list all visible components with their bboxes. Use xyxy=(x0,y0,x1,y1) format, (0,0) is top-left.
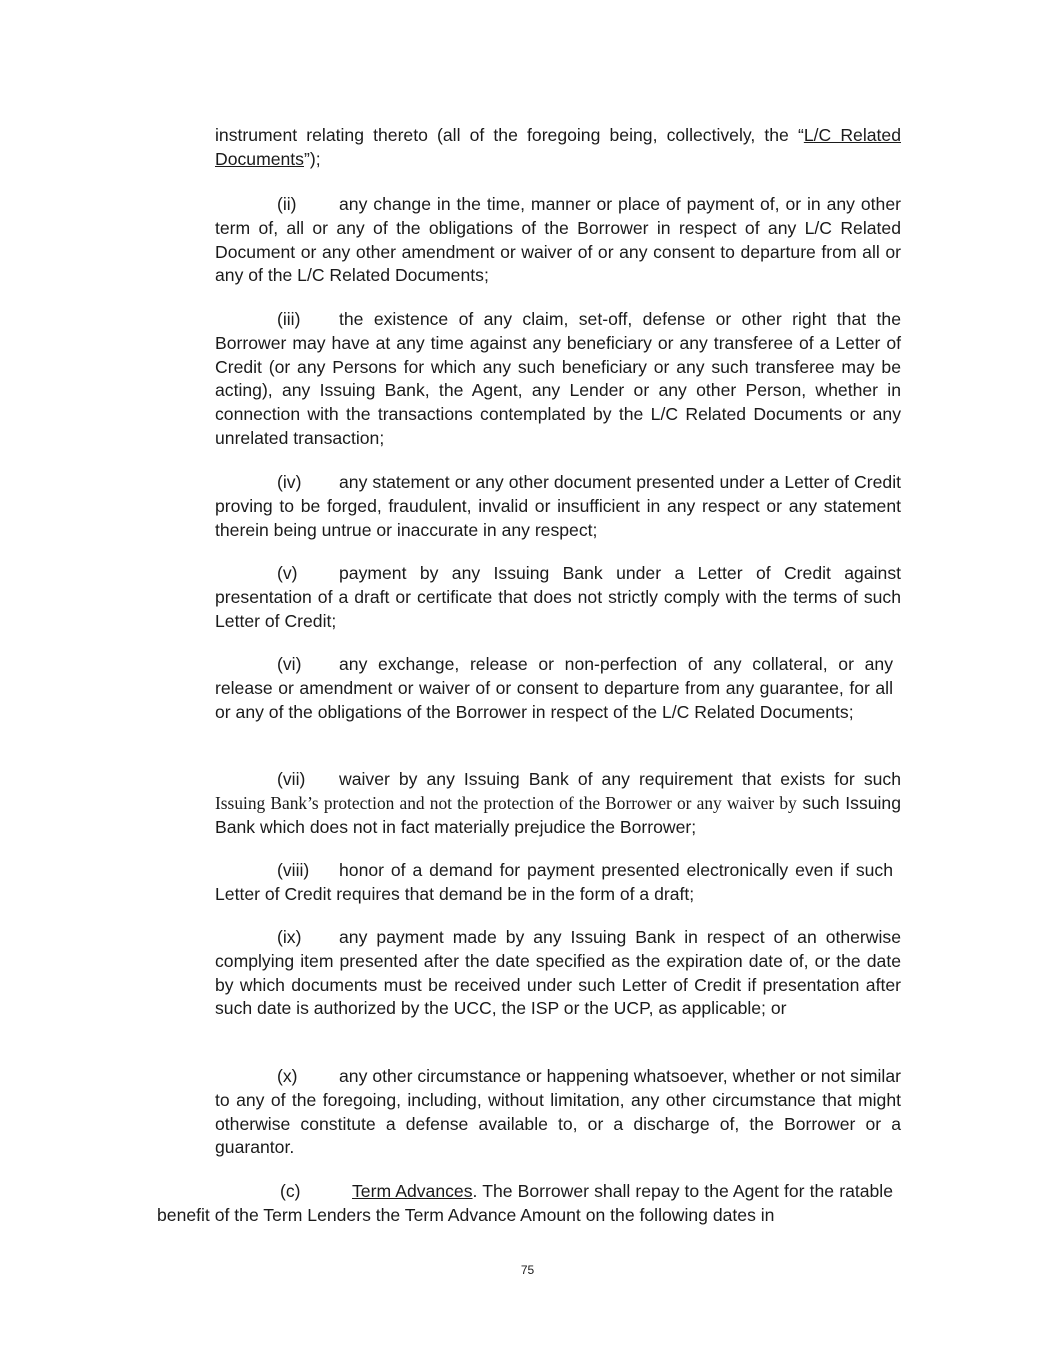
clause-iv xyxy=(215,471,901,542)
clause-number: (viii) xyxy=(277,860,310,880)
clause-number: (ix) xyxy=(277,927,302,947)
clause-text: payment by any Issuing Bank under a Letter of Credit against presentation of a draft or certificate that does not strictly comply with the terms of such Letter of Credit; xyxy=(215,563,901,631)
defined-term-lc-related-documents: L/C Related Documents xyxy=(215,125,901,169)
clause-vi xyxy=(215,653,893,724)
clause-text: the existence of any claim, set-off, defense or other right that the Borrower may have at any time against any beneficiary or any transferee of a Letter of Credit (or any Persons for which any such beneficiary or any such transferee may be acting), any Issuing Bank, the Agent, any Lender or any other Person, whether in connection with the transactions contemplated by the L/C Related Documents or any unrelated transaction; xyxy=(215,309,901,448)
clause-x xyxy=(215,1065,901,1160)
clause-text-c: such Issuing Bank which does not in fact materially prejudice the Borrower; xyxy=(215,792,902,837)
clause-text: any payment made by any Issuing Bank in respect of an otherwise complying item presented after the date specified as the expiration date of, or the date by which documents must be received under such Letter of Credit if presentation after such date is authorized by the UCC, the ISP or the UCP, as applicable; or xyxy=(215,927,901,1019)
clause-vii xyxy=(215,768,901,839)
clause-number: (ii) xyxy=(277,194,297,214)
clause-ii xyxy=(215,193,901,288)
intro-text-after: ”); xyxy=(303,148,321,169)
intro-paragraph xyxy=(215,124,901,172)
clause-number: (vi) xyxy=(277,654,302,674)
section-number: (c) xyxy=(280,1181,301,1201)
section-text: . The Borrower shall repay to the Agent for the ratable benefit of the Term Lenders the Term Advance Amount on the following dates in xyxy=(157,1181,894,1225)
page-number: 75 xyxy=(520,1263,535,1277)
clause-number: (iii) xyxy=(277,309,301,329)
clause-number: (vii) xyxy=(277,769,306,789)
clause-viii xyxy=(215,859,893,907)
clause-ix xyxy=(215,926,901,1021)
section-c-term-advances xyxy=(157,1180,893,1228)
clause-v xyxy=(215,562,901,633)
clause-number: (v) xyxy=(277,563,298,583)
clause-text-b: Issuing Bank’s protection and not the protection of the Borrower or any waiver by xyxy=(215,792,797,813)
clause-number: (x) xyxy=(277,1066,298,1086)
clause-iii xyxy=(215,308,901,451)
clause-number: (iv) xyxy=(277,472,302,492)
intro-text-before: instrument relating thereto (all of the foregoing being, collectively, the “ xyxy=(215,125,804,145)
clause-text: honor of a demand for payment presented electronically even if such Letter of Credit requires that demand be in the form of a draft; xyxy=(215,860,893,904)
clause-text: any change in the time, manner or place of payment of, or in any other term of, all or any of the obligations of the Borrower in respect of any L/C Related Document or any other amendment or waiver of or any consent to departure from all or any of the L/C Related Documents; xyxy=(215,194,901,286)
section-heading-term-advances: Term Advances xyxy=(352,1181,473,1201)
clause-text-a: waiver by any Issuing Bank of any requirement that exists for such xyxy=(339,769,901,789)
clause-text: any statement or any other document presented under a Letter of Credit proving to be forged, fraudulent, invalid or insufficient in any respect or any statement therein being untrue or inaccurate in any respect; xyxy=(215,472,901,540)
clause-text: any other circumstance or happening whatsoever, whether or not similar to any of the foregoing, including, without limitation, any other circumstance that might otherwise constitute a defense available to, or a discharge of, the Borrower or a guarantor. xyxy=(215,1066,901,1158)
clause-text: any exchange, release or non-perfection of any collateral, or any release or amendment or waiver of or consent to departure from any guarantee, for all or any of the obligations of the Borrower in respect of the L/C Related Documents; xyxy=(215,654,893,722)
